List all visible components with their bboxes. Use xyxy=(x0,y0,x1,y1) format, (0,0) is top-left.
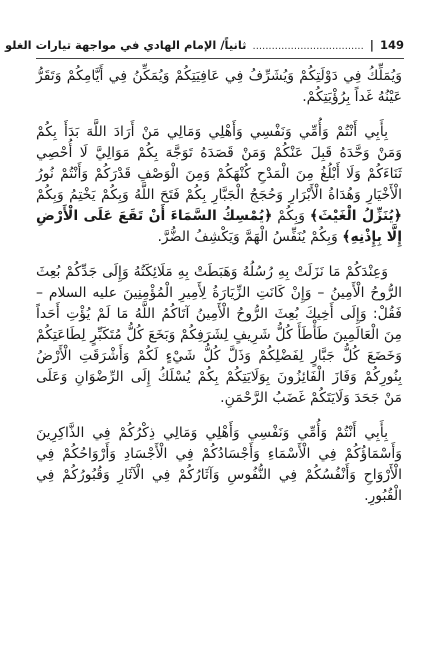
paragraph-text: وَيُمَلِّكُ فِي دَوْلَتِكُمْ وَيُشَرِّفُ فِي عَافِيَتِكُمْ وَيُمَكِّنُ فِي أَيَّامِكُمْ وَتَقَرُّ عَيْنُهُ غَداً بِرُؤْيَتِكُمْ. xyxy=(36,68,402,105)
paragraph xyxy=(36,66,402,108)
quran-quote: ﴿يُمْسِكُ السَّمَاءَ أَنْ تَقَعَ عَلَى الْأَرْضِ إِلَّا بِإِذْنِهِ﴾ xyxy=(36,208,402,245)
paragraph xyxy=(36,262,402,409)
paragraph-text: وَبِكُمْ يُنَفِّسُ الْهَمَّ وَيَكْشِفُ الضُّرَّ. xyxy=(157,229,343,245)
header-rule xyxy=(36,58,404,59)
running-header xyxy=(4,26,404,52)
chapter-title: ثانياً/ الإمام الهادي في مواجهة تيارات الغلو xyxy=(4,38,247,52)
paragraph-text: وَعِنْدَكُمْ مَا نَزَلَتْ بِهِ رُسُلُهُ وَهَبَطَتْ بِهِ مَلَائِكَتُهُ وَإِلَى جَدِّكُمْ بُعِثَ الرُّوحُ الْأَمِينُ – وَإِنْ كَانَتِ الزِّيَارَةُ لِأَمِيرِ الْمُؤْمِنِينَ عليه السلام – فَقُلْ: وَإِلَى أَخِيكَ بُعِثَ الرُّوحُ الْأَمِينُ آتَاكُمُ اللَّهُ مَا لَمْ يُؤْتِ أَحَداً مِنَ الْعَالَمِينَ طَأْطَأَ كُلُّ شَرِيفٍ لِشَرَفِكُمْ وَبَخَعَ كُلُّ مُتَكَبِّرٍ لِطَاعَتِكُمْ وَخَضَعَ كُلُّ جَبَّارٍ لِفَضْلِكُمْ وَذَلَّ كُلُّ شَيْءٍ لَكُمْ وَأَشْرَقَتِ الْأَرْضُ بِنُورِكُمْ وَفَازَ الْفَائِزُونَ بِوَلَايَتِكُمْ بِكُمْ يُسْلَكُ إِلَى الرِّضْوَانِ وَعَلَى مَنْ جَحَدَ وَلَايَتَكُمْ غَضَبُ الرَّحْمَنِ. xyxy=(36,264,402,406)
paragraph-text: بِأَبِي أَنْتُمْ وَأُمِّي وَنَفْسِي وَأَهْلِي وَمَالِي ذِكْرُكُمْ فِي الذَّاكِرِينَ وَأَسْمَاؤُكُمْ فِي الْأَسْمَاءِ وَأَجْسَادُكُمْ فِي الْأَجْسَادِ وَأَرْوَاحُكُمْ فِي الْأَرْوَاحِ وَأَنْفُسُكُمْ فِي النُّفُوسِ وَآثَارُكُمْ فِي الْآثَارِ وَقُبُورُكُمْ فِي الْقُبُورِ. xyxy=(36,425,402,504)
page-number: 149 xyxy=(379,38,404,52)
body-text xyxy=(36,66,402,521)
header-leader-dots: ................................... xyxy=(252,41,364,52)
paragraph xyxy=(36,423,402,507)
paragraph xyxy=(36,122,402,248)
paragraph-text: بِأَبِي أَنْتُمْ وَأُمِّي وَنَفْسِي وَأَهْلِي وَمَالِي مَنْ أَرَادَ اللَّهَ بَدَأَ بِكُمْ وَمَنْ وَحَّدَهُ قَبِلَ عَنْكُمْ وَمَنْ قَصَدَهُ تَوَجَّهَ بِكُمْ مَوَالِيَّ لَا أُحْصِي ثَنَاءَكُمْ وَلَا أَبْلُغُ مِنَ الْمَدْحِ كُنْهَكُمْ وَمِنَ الْوَصْفِ قَدْرَكُمْ وَأَنْتُمْ نُورُ الْأَخْيَارِ وَهُدَاةُ الْأَبْرَارِ وَحُجَجُ الْجَبَّارِ بِكُمْ فَتَحَ اللَّهُ وَبِكُمْ يَخْتِمُ وَبِكُمْ xyxy=(36,124,402,203)
paragraph-text: وَبِكُمْ xyxy=(272,208,310,224)
quran-quote: ﴿يُنَزِّلُ الْغَيْثَ﴾ xyxy=(309,208,403,224)
header-separator: | xyxy=(369,38,374,52)
